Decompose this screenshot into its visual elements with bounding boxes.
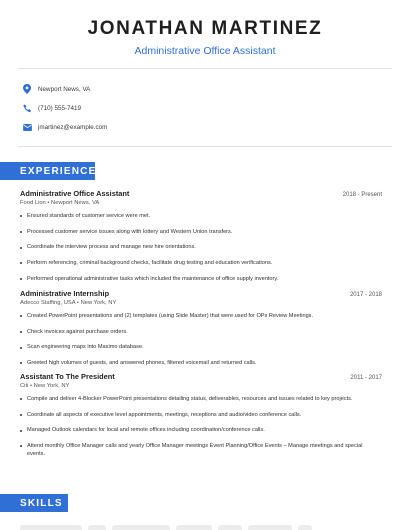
job-company: Adecco Staffing, USA • New York, NY <box>20 300 117 306</box>
skills-heading-label: SKILLS <box>20 497 63 509</box>
skill-pill <box>88 525 106 530</box>
location-pin-icon <box>20 82 34 96</box>
contact-list <box>20 80 107 137</box>
job-entry <box>20 372 382 466</box>
job-bullets <box>20 395 382 459</box>
job-dates: 2017 - 2018 <box>349 292 382 298</box>
job-bullet: Managed Outlook calendars for local and remote offices including coordination/conference calls. <box>20 426 382 434</box>
phone-icon <box>20 101 34 115</box>
job-title: Administrative Internship <box>20 289 110 298</box>
job-bullet: Perform referencing, criminal background checks, facilitate drug testing and education verifications. <box>20 259 382 267</box>
job-company: Food Lion • Newport News, VA <box>20 200 100 206</box>
contact-email[interactable] <box>20 118 107 136</box>
resume-header <box>0 0 410 57</box>
experience-heading-label: EXPERIENCE <box>20 165 97 177</box>
contact-location-text: Newport News, VA <box>38 85 91 93</box>
job-bullet: Greeted high volumes of guests, and answered phones, filtered voicemail and returned calls. <box>20 359 382 367</box>
job-bullet: Check invoices against purchase orders. <box>20 328 382 336</box>
job-title: Assistant To The President <box>20 372 115 381</box>
email-icon <box>20 120 34 134</box>
job-title: Administrative Office Assistant <box>20 189 130 198</box>
job-bullet: Processed customer service issues along with lottery and Western Union transfers. <box>20 228 382 236</box>
skill-pill <box>20 525 82 530</box>
job-bullets <box>20 212 382 283</box>
job-bullet: Performed operational administrative tasks which included the maintenance of office supply inventory. <box>20 275 382 283</box>
experience-heading <box>0 162 95 180</box>
job-bullets <box>20 312 382 367</box>
job-bullet: Compile and deliver 4-Blocker PowerPoint presentations detailing status, deliverables, resources and issues related to key projects. <box>20 395 382 403</box>
job-entry <box>20 289 382 375</box>
job-company: Citi • New York, NY <box>20 383 70 389</box>
skill-pill <box>248 525 292 530</box>
skills-heading <box>0 494 68 512</box>
skill-pill <box>112 525 170 530</box>
job-bullet: Attend monthly Office Manager calls and yearly Office Manager meetings Event Planning/Office Events – Manage meetings and special events. <box>20 442 382 458</box>
job-bullet: Ensured standards of customer service were met. <box>20 212 382 220</box>
contact-phone-text: (710) 555-7419 <box>38 104 82 112</box>
job-bullet: Coordinate all aspects of executive level appointments, meetings, receptions and audio/video conference calls. <box>20 411 382 419</box>
skill-pill <box>298 525 312 530</box>
contact-location <box>20 80 107 98</box>
job-dates: 2018 - Present <box>342 192 382 198</box>
job-dates: 2011 - 2017 <box>350 375 382 381</box>
job-entry <box>20 189 382 291</box>
candidate-title: Administrative Office Assistant <box>134 45 276 57</box>
job-bullet: Coordinate the interview process and manage new hire orientations. <box>20 243 382 251</box>
skill-pill <box>218 525 242 530</box>
skill-pill <box>176 525 212 530</box>
header-divider <box>18 68 392 69</box>
job-bullet: Scan engineering maps into Maximo database. <box>20 343 382 351</box>
candidate-name: JONATHAN MARTINEZ <box>87 18 323 39</box>
contact-email-text[interactable]: jmartinez@example.com <box>38 123 108 131</box>
skills-list <box>20 525 312 530</box>
contact-phone <box>20 99 107 117</box>
job-bullet: Created PowerPoint presentations and (2) templates (using Slide Master) that were used for OPs Review Meetings. <box>20 312 382 320</box>
contact-divider <box>18 146 392 147</box>
